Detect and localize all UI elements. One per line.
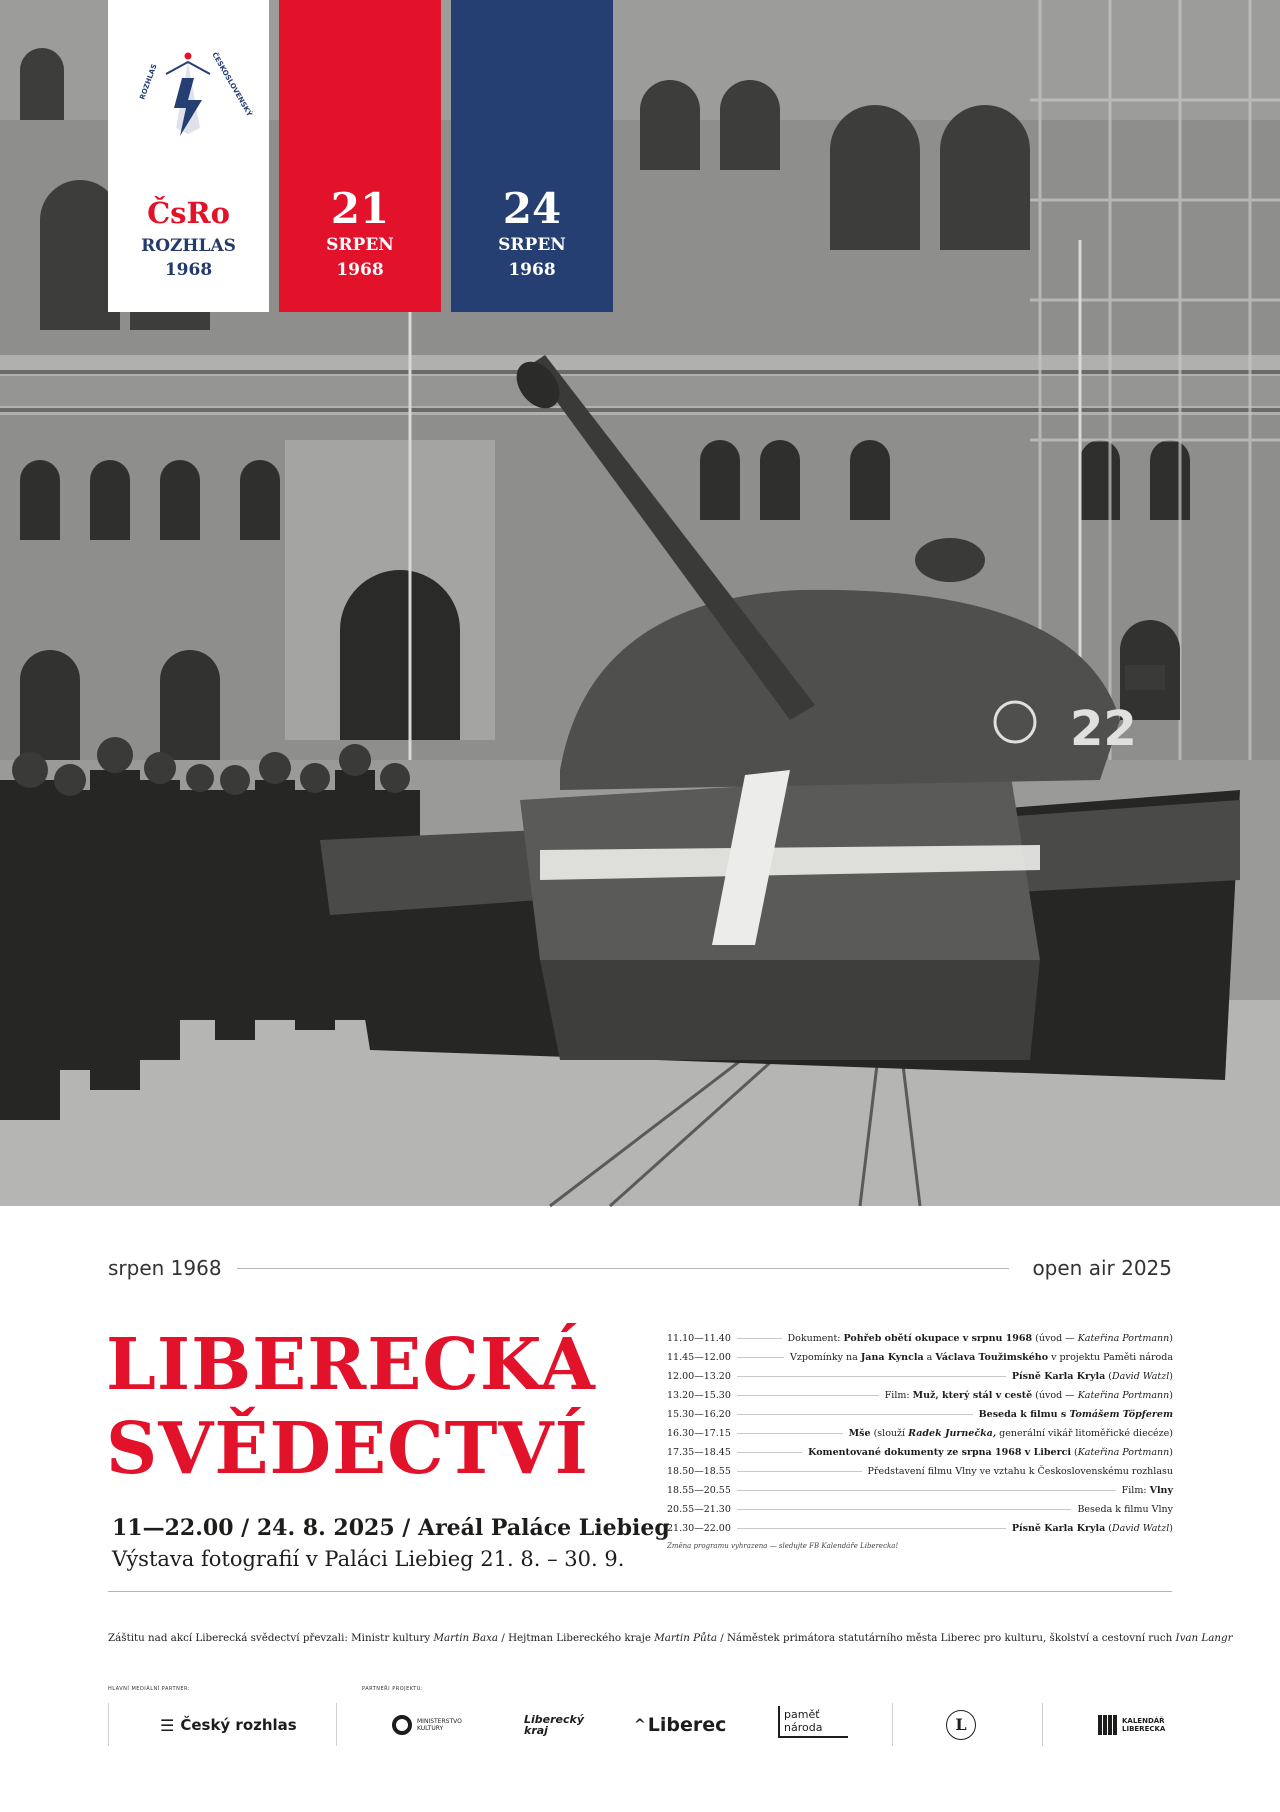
svg-text:ROZHLAS: ROZHLAS (138, 62, 159, 101)
divider (737, 1509, 1071, 1511)
divider (737, 1433, 843, 1435)
divider (1042, 1703, 1043, 1746)
program-time: 11.10—11.40 (667, 1333, 731, 1344)
divider (737, 1452, 802, 1454)
divider (892, 1703, 893, 1746)
divider (737, 1395, 879, 1397)
divider (737, 1376, 1006, 1378)
date-year: 1968 (336, 260, 384, 280)
date-box-21 (279, 0, 441, 312)
program-row (667, 1348, 1173, 1367)
cro-mark-icon: ☰ (160, 1715, 175, 1735)
divider (737, 1338, 782, 1340)
liberec-peak-icon: ^ (634, 1717, 646, 1733)
pamet-naroda-logo: paměť národa (778, 1706, 848, 1738)
program-item: Beseda k filmu s Tomášem Töpferem (978, 1409, 1173, 1420)
program-time: 18.55—20.55 (667, 1485, 731, 1496)
program-row (667, 1500, 1173, 1519)
event-date-venue: 11—22.00 / 24. 8. 2025 / Areál Paláce Liebieg (112, 1515, 670, 1541)
date-day: 21 (330, 184, 390, 233)
date-month: SRPEN (498, 235, 566, 255)
program-time: 11.45—12.00 (667, 1352, 731, 1363)
svg-text:ČESKOSLOVENSKÝ: ČESKOSLOVENSKÝ (210, 51, 254, 118)
program-row (667, 1405, 1173, 1424)
program-row (667, 1424, 1173, 1443)
date-year: 1968 (508, 260, 556, 280)
divider (737, 1528, 1006, 1530)
program-item: Mše (slouží Radek Jurnečka, generální vikář litoměřické diecéze) (848, 1428, 1173, 1439)
liberecky-kraj-logo: Liberecký kraj (524, 1713, 585, 1737)
date-month: SRPEN (326, 235, 394, 255)
liberec-logo: ^ Liberec (634, 1714, 727, 1736)
program-row (667, 1519, 1173, 1538)
title-line-1: LIBERECKÁ (106, 1322, 596, 1406)
program-item: Vzpomínky na Jana Kyncla a Václava Toužimského v projektu Paměti národa (790, 1352, 1173, 1363)
program-item: Film: Vlny (1121, 1485, 1173, 1496)
program-time: 20.55—21.30 (667, 1504, 731, 1515)
grid-icon (1098, 1715, 1118, 1735)
program-row (667, 1386, 1173, 1405)
exhibition-info: Výstava fotografií v Paláci Liebieg 21. 8. – 30. 9. (112, 1547, 625, 1571)
program-time: 21.30—22.00 (667, 1523, 731, 1534)
date-day: 24 (502, 184, 562, 233)
project-partners-label: PARTNEŘI PROJEKTU: (362, 1686, 424, 1692)
palac-liebieg-logo (946, 1710, 976, 1740)
program-time: 16.30—17.15 (667, 1428, 731, 1439)
brand-name: ČsRo (147, 196, 230, 230)
program-item: Představení filmu Vlny ve vztahu k Československému rozhlasu (867, 1466, 1173, 1477)
program-time: 12.00—13.20 (667, 1371, 731, 1382)
program-time: 13.20—15.30 (667, 1390, 731, 1401)
kalendar-liberecka-logo: KALENDÁŘ LIBERECKA (1098, 1710, 1172, 1740)
csro-logo-box (108, 0, 269, 312)
event-title (106, 1322, 626, 1490)
program-row (667, 1462, 1173, 1481)
brand-year: 1968 (164, 260, 213, 280)
program-time: 17.35—18.45 (667, 1447, 731, 1458)
subline-left: srpen 1968 (108, 1256, 222, 1280)
program-row (667, 1481, 1173, 1500)
date-box-24 (451, 0, 613, 312)
brand-sub: ROZHLAS (141, 236, 236, 256)
program-row (667, 1443, 1173, 1462)
program-row (667, 1367, 1173, 1386)
divider (737, 1414, 973, 1416)
program-time: 18.50—18.55 (667, 1466, 731, 1477)
mk-circle-icon (392, 1715, 412, 1735)
divider (108, 1703, 109, 1746)
divider (737, 1357, 784, 1359)
program-item: Film: Muž, který stál v cestě (úvod — Kateřina Portmann) (884, 1390, 1173, 1401)
program-schedule (667, 1329, 1173, 1550)
program-item: Komentované dokumenty ze srpna 1968 v Liberci (Kateřina Portmann) (808, 1447, 1173, 1458)
divider (737, 1490, 1116, 1492)
divider (336, 1703, 337, 1746)
liebieg-circle-icon: L (946, 1710, 976, 1740)
program-note: Změna programu vyhrazena — sledujte FB Kalendáře Liberecka! (667, 1542, 899, 1550)
program-row (667, 1329, 1173, 1348)
divider (237, 1268, 1009, 1269)
ministerstvo-kultury-logo: MINISTERSTVO KULTURY (392, 1710, 482, 1740)
divider (737, 1471, 862, 1473)
program-item: Beseda k filmu Vlny (1077, 1504, 1173, 1515)
title-line-2: SVĚDECTVÍ (106, 1406, 589, 1490)
subline-right: open air 2025 (1032, 1256, 1172, 1280)
program-item: Písně Karla Kryla (David Watzl) (1011, 1371, 1173, 1382)
main-partner-label: HLAVNÍ MEDIÁLNÍ PARTNER: (108, 1686, 190, 1692)
csro-emblem-icon (136, 40, 254, 158)
program-item: Písně Karla Kryla (David Watzl) (1011, 1523, 1173, 1534)
cesky-rozhlas-logo: ☰ Český rozhlas (160, 1715, 297, 1735)
patronage-line: Záštitu nad akcí Liberecká svědectví převzali: Ministr kultury Martin Baxa / Hejtman Libereckého kraje Martin Půta / Náměstek primátora statutárního města Liberec pro kulturu, školství a cestovní ruch Ivan Langr (108, 1632, 1233, 1644)
program-time: 15.30—16.20 (667, 1409, 731, 1420)
tank-number-text: 22 (1070, 701, 1137, 757)
program-item: Dokument: Pohřeb obětí okupace v srpnu 1968 (úvod — Kateřina Portmann) (787, 1333, 1173, 1344)
divider (108, 1591, 1172, 1592)
